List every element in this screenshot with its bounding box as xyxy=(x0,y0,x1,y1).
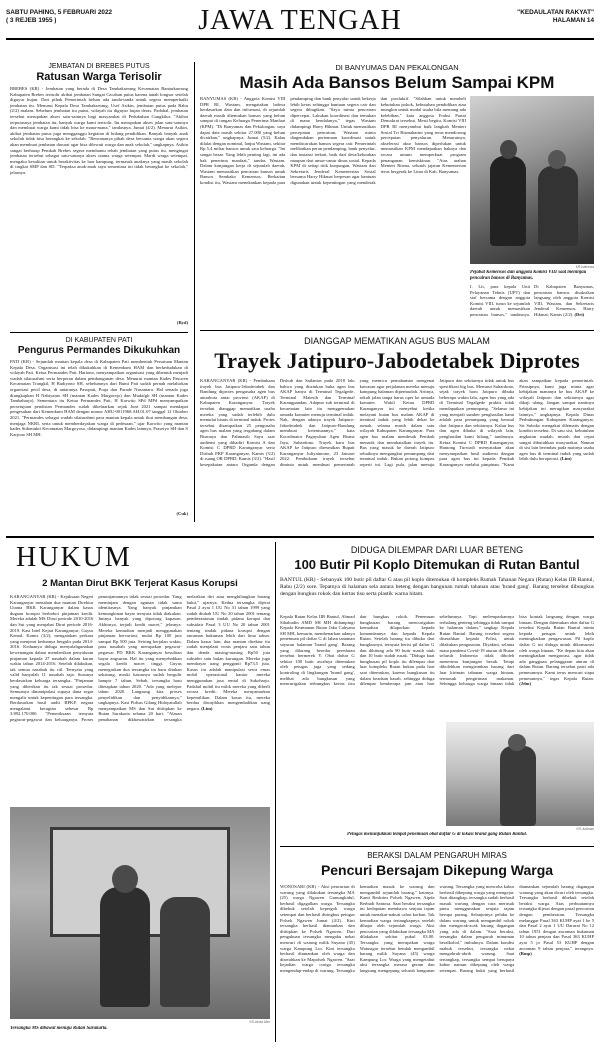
koplo-photo xyxy=(446,722,594,826)
story-koplo-body: Kepala Rutan Kelas IIB Bantul, Ahmad Sihabudin AMD SH MH didampingi Kepala Keamanan Rutan Jaka Cahyana SH MH, kemarin, membenarkan adanya penemuan pil daftar G di lahan tanaman sayuran halaman 'brand gang'. Barang yang dilarang beredar peredaran tersebut bermerek Y. Obat daftar G sekitar 100 butir awalnya ditemukan oleh petugas jaga yang sedang kontroling di lingkungan 'brand gang', melihat ada bungkusan yang mencurigakan terbungkus kertas tisu dan bungkus rokok. Penemuan bungkusan barang mencurigakan kemudian dilaporkan kepada komandannya dan kepada Kepala Rutan. Setelah barang itu dibuka dari bungkusnya, ternyata berisi pil daftar G dan dihitung ada 90 butir masih utuh dan 10 butir sudah rusak. "Diduga kuat bungkusan pil koplo itu dilempar dari luar kompleks Rutan bukan pada hari saat ditemukan, karena bungkusan itu dalam keadaan basah, sehingga diduga dilempar kemberapa jam atau hari sebelumnya. Tapi melemparkannya terhalang genteng sehingga tidak sampai ke halaman dalam," ungkap Kepala Rutan Bantul. Barang tersebut segera diserahkan kepada Polisi, untuk dilakukan pengusutan. Diyakini, selama masa pandemi Covid-19 aturan di Rutan seluruh Indonesia tidak diboleh menerima kunjungan besuk. Tetapi dibolehkan mengirimkan barang dari luar kiriman tahanan warga binaan, termasuk pengiriman makanan. Sehingga keluarga warga binaan tidak bisa kontak langsung dengan warga binaan. Dengan ditemukan obat daftar G tersebut Kepala Rutan Bantul minta kepada petugas untuk lebih meningkatkan pengawasan. Pil koplo daftar G ini diduga untuk dikonsumsi oleh warga binaan. "Ke depan kita akan meningkatkan mengawasi, agar tidak ada gangguan pelanggaran aturan di dalam Rutan. Barang tersebut pasti ada pemesannya. Kami terus mencari siapa pemesannya," tegas Kepala Rutan. (Jdm) xyxy=(280,614,594,687)
story-kpm-headline: Masih Ada Bansos Belum Sampai KPM xyxy=(239,73,555,92)
story-trayek-body: KARANGANYAR (KR) - Pembukaan trayek bus Jatipuro-Jabodetabek dan Bandung diprotes pengusaha agen bus antarkota antar provinsi (AKAP) di Kabupaten Karanganyar. Trayek tersebut dianggap mematikan usaha mereka yang sudah terlebih dulu memulai bisnis di terminal induk. Protes tersebut disampaikan 25 pengusaha agen bus malam yang tergabung dalam Bismaya dan Pahmasib Saya saat audiensi yang dihadiri Komisi A dan Komisi C DPRD Karanganyar serta Dishub PKP Karanganyar, Kamis (3/2) di ruang OR DPRD, Kamis (3/2). "Hasil kesepakatan antara Organda dengan Dishub dan Satlantas pada 2018 lalu bahwa yang diizinkan buka agen bus AKAP hanya di Terminal Tegalgede, Terminal Matesih dan Terminal Karangpandan. Adapun sub terminal di kecamatan lain itu menggemukan armada komuter menuju terminal induk. Nah, dengan adanya trayek Jatipuro-Jabodetabek dan Jatipuro-Bandung membuat ketentuannya," kata Koordinator Paguyuban Agen Bisma Jaya, Suhardono. Trayek baru bus AKAP ke Jatipuro diresmikan Bupati Karanganyar Juliyatmono, 23 Januari 2022. Pembukaan trayek tersebut diminta untuk membuat pemerintah yang memicu pemahaman mengenai kawasan agar perjalanan mereka menuju kampung halaman dipermudah. Artinya, sekali jalan tanpa harus oper ke armada komuter. Wakil Ketua DPRD Karanganyar ini menyebut ketika melayani kutan bus malam AKAP di terminal induk yang lebih dekat ke rumah, selama masih dalam satu wilayah Kabupaten Karanganyar. Para agen bus malam mendesak Pemkab menarik dan membatalkan trayek itu. Bus yang masuk ke daerah Jatipuro sebaiknya mengangkut penumpang dari terminal induk. Bukan potong kompas seperti ini. Lagi pula, jalan menuju Jatipuro dan sekitarnya tidak untuk bus spesifikasi big bus. Menurut Suhardono, sejak trayek baru Jatipuro dibuka beberapa waktu lalu, agen bus yang ada di Terminal Tegalgede praktis tidak mendapatkan penumpang. "Selama ini yang menjadi sumber penghasilan kami adalah para penumpang yang berasal dari Jatipuro dan sekitarnya. Kalau bus dan agen dibuka di wilayah lain, penghasilan kami hilang," tandasnya. Ketua Komisi C DPRD Karanganyar, Hantong Turwadi menyatakan akan menyampaikan hasil audiensi dengan para agen bus ini kepada Pemkab Karanganyar melalui pimpinan. "Kami akan sampaikan kepada pemerintah. Prinsipnya, kami juga minta agar kebijakan mananya ke bus AKAP ke wilayah Jatipuro dan sekitarnya agar dikaji ulang. Jangan sampai nantinya kebijakan ini merugikan masyarakat lainnya," ungkapnya. Kepala Dinas Perhubungan Kabupaten Karanganyar, Sri Suboko mengakui dilematis dengan kondisi tersebut. Di satu sisi, kebutuhan angkutan mudah, murah dan cepat sangat dibutuhkan masyarakat. Namun di sisi lain berimbas pada matinya usaha agen bus di terminal induk yang sudah lebih dulu beroperasi. (Lim) xyxy=(200,378,594,467)
photo-credit: KR-Abdul Alim xyxy=(249,1020,270,1024)
story-trayek-headline: Trayek Jatipuro-Jabodetabek Diprotes xyxy=(214,348,580,373)
story-bkk-headline: 2 Mantan Dirut BKK Terjerat Kasus Korupsi xyxy=(42,578,238,589)
column-rule xyxy=(194,62,195,522)
story-kicker: JEMBATAN DI BREBES PUTUS xyxy=(48,63,150,70)
kpm-photo xyxy=(470,96,594,264)
story-kpm-kicker-band xyxy=(200,62,594,73)
photo-caption: Petugas menunjukkan tempat penemuan obat daftar G di lokasi brand gang Rutan Bantul. xyxy=(346,832,528,837)
story-body: BREBES (KR) - Jembatan yang berada di Desa Tambakserang Kecamatan Bantarkawung Kabupaten Brebes terisolir akibat jembatan Sungai Cacaban putus karena tanah longsor setelah diguyur hujan. Dari pihak Pemerintah belum ada tanda-tanda untuk segera memperbaiki jembatan itu. Menurut Kepala Desa Tambakserang, Usef Asikin, jembatan putus pada Rabu (2/2) malam. Sebelum jembatan itu putus, wilayah itu diguyur hujan deras. Padahal, jembatan tersebut merupakan akses satu-satunya bagi masyarakat di Pedukuhan Cungkilur. "Akibat terputusnya jembatan itu, banyak warga kami terisolir. Itu merupakan akses jalan satu-satunya dan membuat warga kami tidak bisa ke mana-mana," tandasnya, Jumat (4/2). Menurut Asikin, akibat jembatan putus juga mengganggu kegiatan di bidang pendidikan. Banyak banyak anak sekolah tidak bisa berangkat ke sekolah. "Rencananya pihak desa bersama warga akan segera akan membuat jembatan darurat agar bisa dilewati warga dan anak sekolah," ungkapnya. Asikin sangat berharap Pemkab Brebes segera membantu rehab jembatan yang putus itu, mengingat jembatan tersebut sebagai satu-satunya akses utama warga setempat. Mardi warga setempat, mengaku kesulitan untuk beraktivitas ke luar kampung, termasuk anaknya yang masih sekolah di tingkat SMP dan SD. "Terpaksa anak-anak saya sementara ini tidak berangkat ke sekolah," jelasnya. xyxy=(10,86,188,175)
story-pencuri-body: WONOSARI (KR) - Aksi pencurian di warung yang dilakukan tersangka MA (25) warga Ngawen Gunungkidul, berhasil digagalkan warga. Tersangka dibekuk setelah kepergok warga setempat dan berhasil diringkus petugas Polsek Ngawen Jumat (4/2). Kini tersangka berhasil diamankan dan dititipkan ke Polsek Ngawen. Dari pengakuan tersangka mengaku nekat mencuri di warung milik Suyana (45) warga Kampung Lor. Kini tersangka berhasil diamankan oleh warga dan diserahkan ke Mapolsek Ngawen. "Saat kejadian warga curiga tersangka mengendap-endap di warung. Tersangka kemudian masuk ke warung dan mengambil sejumlah barang," katanya. Kanit Reskrim Polsek Ngawen, Aipda Berbudi Santosa. Saat beraksi tersangka ini kedapatan membawa senjata tajam untuk menakut-nakuti calon korban. Tak kemudian warga tertangkapnya setelah dihajar oleh sejumlah warga. Aksi pencurian yang dilakukan tersangka MA dilakukan sekitar pukul 03.00. Tersangka yang merupakan warga Watusigar tersebut hendak mengambil barang milik Suyana (45) warga Kampung Lor. Warga yang mengetahui aksi tersangka merasa geram dan langsung mengepung seluruh bangunan warung. Tersangka yang mencoba kabur berhasil dikepung warga yang mengejar. Saat ditangkap, tersangka sudah berhasil masuk warung dengan cara merusak pintu menggunakan senjata tajam berupa parang. Selanjutnya pelaku ke dalam warung untuk mengambil rokok dan mengacak-acak barang dagangan yang ada di dalam. "Saat beraksi, tersangka dalam pengaruh minuman beralkohol," imbuhnya. Dalam kondisi mabuk tersebut, tersangka nekat mengobrak-abrik warung. Saat tertangkap, tersangka sempat berupaya kabur namun dikepung oleh warga setempat. Barang bukti yang berhasil diamankan sejumlah barang dagangan warung yang akan dicuri oleh tersangka. Tersangka berhasil dibekuk setelah beraksi warga. Atas perbuatannya tersangka dijerat dengan pasal pencurian dengan pemberatan. Tersangka melanggar Pasal 363 KUHP ayat 1 ke 5 dan Pasal 2 ayat 1 UU Darurat No 12 tahun 1951 dengan ancaman hukuman 10 tahun penjara dan Pasal 363 KUHP ayat 5 jo Pasal 53 KUHP dengan ancaman 9 tahun penjara," terangnya. (Bmp) xyxy=(280,884,594,973)
page-number: HALAMAN 14 xyxy=(552,17,594,24)
masthead xyxy=(6,6,594,40)
story-brebes xyxy=(10,62,188,327)
column-rule xyxy=(275,542,276,1042)
story-kpm-body: BANYUMAS (KR) - Anggota Komisi VIII DPR RI, Wastam, mengatakan bahwa berdasarkan data dan informasi, di sejumlah daerah masih ditemukan bansos yang belum sampai di tangan Keluarga Penerima Manfaat (KPM). "Di Banyumas dan Pekalongan, saya dapat data masih sekitar 27.000 yang belum dicairkan," ungkapnya, Jumat (5/2). Kalau dilalai dengan nominal, lanjut Wastam, sekitar Rp 5,4 miliar bansos untuk satu keluarga. "Ini sangat besar. Yang lebih penting lagi, ini ada hak penerima manfaat," tandas Wastam. Dalam kunjungan kerja di sejumlah daerah, Wastam memastikan pencairan bansos untuk Bansos Sembako Kemensos. Berkaitan kondisi itu, Wastam menekankan kepada para pendamping dan bank penyalur untuk bekerja lebih keras sehingga bantuan segera cair dan segera dibagikan. "Saya minta pencairan dipercepat. Lakukan koordinasi dan temukan di mana kendalanya," tegas Wastam didampingi Harry Hikmat. Untuk memastikan percepatan pencairan, Wastam minta diagendakan pertemuan koordinasi untuk membicarakan bansos segera cair. Pemerintah melibatkan peran pendamping, bank penyalur, dan instansi terkait, baik dari desa/kelurahan maupun dari unsur-unsur dinas sosial. Kepada KPM di setiap titik kunjungan, Wastam dan Sekretaris Jenderal Kementerian Sosial bersama Harry Hikmat berpesan agar bantuan digunakan untuk kepentingan yang mendesak dan produktif. "Silahkan untuk membeli kebutuhan pokok, kebutuhan pendidikan atau mungkin untuk modal usaha bila memang ada kelebihan," kata anggota Fraksi Partai Demokrat tersebut. Mesti begitu, Komisi VIII DPR RI menyambut baik langkah Menteri Sosial Tri Rismaharini yang terus mendorong percepatan penyaluran. Menurutnya, akselerasi akur bansos diperlukan untuk memastikan KPM mendapatkan haknya dan secara umum memperkuat program penanganan kemiskinan. "Atas arahan Menteri Risma, seluruh jajaran Kementerian terus bergerak ke Lima di Kab. Banyumas. xyxy=(200,96,466,185)
story-trayek-kicker: DIANGGAP MEMATIKAN AGUS BUS MALAM xyxy=(304,336,490,346)
bkk-photo xyxy=(10,807,270,1019)
photo-credit: KR-Istimewa xyxy=(575,265,594,269)
story-byline: (Ryd) xyxy=(176,320,188,325)
story-headline: Ratusan Warga Terisolir xyxy=(36,71,162,83)
divider xyxy=(200,330,594,331)
date-line: SABTU PAHING, 5 FEBRUARI 2022 ( 3 REJEB 1955 ) xyxy=(6,9,113,24)
divider xyxy=(280,846,594,847)
story-koplo-kicker: DIDUGA DILEMPAR DARI LUAR BETENG xyxy=(350,545,524,555)
photo-caption: Pejabat Kemensos dan anggota Komisi VIII saat meninjau pencairan bansos di Banyumas. xyxy=(470,270,587,281)
story-kicker: DI KABUPATEN PATI xyxy=(65,337,133,344)
story-bkk-body: KARANGANYAR (KR) - Kejaksaan Negeri Karanganyar menahan dua mantan Direktur Utama BKK Karanganyar dalam kasus dugaan korupsi berbobot pinjaman kredit. Mereka adalah MS Dirut periode 2010-2016 dan Sut yang menjabat Dirut periode 2016-2019. Kasi Intel Kejari Karanganyar, Guyus Kemal, Kamis (3/2), mengatakan perkara yang menjerat keduanya bergulir pada 2014-2016. Keduanya diduga menyalahgunakan kewenangan dalam memberikan penyaluran pinjaman kepada 27 nasabah dalam kurun waktu tahun 2014-2016. Setelah dilakukan, tak semua nasabah itu riil. Ternyata yang valid hanyalah 11 nasabah saja. Susunya berdasarkan keluarga tersangka. "Pinjaman yang diberikan itu tak sesuai prosedur. Semuanya dimanipulasi supaya dana segar mengalir untuk kepentingan para tersangka. Berdasarkan hasil audit BPKP, negara mengalami kerugian sebesar Rp 3.892.170.000. "Pemeriksaan ternyata pegawai-pegawai dan keluarganya. Proses peminjamannya tidak sesuai prosedur. Yang meminjam dengan agunan tidak sama identitasnya. Yang banyak pinjamkan kemungkinan bayar ternyata tidak diakukan. Intinya banyak yang dipotong kupasan. Akhirnya, terjadi kredit macet," jelasnya. Mereka kemudian menjadi menggunakan pinjaman bervariasi, mulai Rp 100 juta sampai Rp 500 juta. Seiring berjalan waktu, para nasabah yang merupakan pegawai-pegawai PD BKK Karanganyar kesulitan bayar angsuran. Hal itu yang menyebabkan segala kredit macet tinggi. Guyus menegaskan dua tersangka itu baru ditahan sekarang, meski kasusnya sudah bergulir hampir 7 tahun. Sebab, tersangka baru ditetapkan tahun 2020. "Ada yang melepor tahun 2020. Langsung kita proses penyelidikan dan penyidikannya," ungkapnya. Kasi Pidsus Gilang Hidayatullah menyampaikan MS dan Sut dititipkan ke Rutan Surakarta selama 20 hari. "Alasan penahanan dikhawatirkan tersangka melarikan diri atau menghilangkan barang bukti," ujarnya. Kedua tersangka dijerat Pasal 2 ayat 1 UU No 31 tahun 1999 yang sudah diubah UU No 20 tahun 2001 tentang pemberantasan tindak pidana korupsi dan subsidair Pasal 3 UU No 20 tahun 2001 tentang tindak pidana korupsi dengan ancaman hukuman lebih dari lima tahun. Dalam kasus lain, dua mantan direktur itu sudah menjalani vonis penjara satu tahun dan denda masing-masing Rp50 juta subsider satu bulan kurungan. Mereka juga membayar uang pengganti Rp73,5 juta. Kasus itu adalah manipulasi sewa emas mobil operasional kantor mereka menggunakan jasa rental di Sukoharjo. Padahal mobil itu milik mereka yang diberli secara kredit. Mereka menyamarkan kepemilikan. Dalam kasus itu, mereka berdua diwajibkan mengembalikan uang negara. (Lim) xyxy=(10,594,270,723)
story-kpm-continued: I, Lit, para kepala Unit Pelayanan Teknis (UPT) dan staf bersama dengan anggota Komisi VIII, turun ke sejumlah daerah untuk memastikan pencairan bansos," tandasnya. Di Kabupaten Banyumas, pencairan bansos disaksikan langsung oleh anggota Komisi VIII, Wastam, dan Sekretaris Jenderal Kemensos, Harry Hikmat, Kamis (2/2). (Dri) xyxy=(470,284,594,317)
section-rule xyxy=(6,536,594,538)
page-title: JAWA TENGAH xyxy=(198,6,402,36)
story-pencuri-kicker: BERAKSI DALAM PENGARUH MIRAS xyxy=(367,851,507,860)
story-headline: Pengurus Permandes Dikukuhkan xyxy=(17,345,181,356)
section-title: HUKUM xyxy=(16,542,132,573)
masthead-rule xyxy=(6,38,594,40)
story-pati xyxy=(10,336,188,520)
divider xyxy=(10,332,188,333)
photo-credit: KR-Judiman xyxy=(576,827,594,831)
photo-caption: Tersangka MS dibawal menuju Rutan Surakarta. xyxy=(10,1026,108,1031)
tagline: "KEDAULATAN RAKYAT" HALAMAN 14 xyxy=(436,9,594,25)
story-kicker: DI BANYUMAS DAN PEKALONGAN xyxy=(335,63,459,72)
story-byline: (Cuk) xyxy=(176,511,188,516)
story-koplo-lead: BANTUL (KR) - Sebanyak 100 butir pil daftar G atau pil koplo ditemukan di kompleks Rumah Tahanan Negara (Rutan) Kelas IIB Bantul, Rabu (2/2) sore. Tepatnya di halaman sela antara beteng dengan bangunan rumah tahanan atau 'brand gang'. Barang tersebut dibungkus dengan bungkus rokok dan kertas tisu serta plastik warna hitam. xyxy=(280,577,594,597)
story-koplo-headline: 100 Butir Pil Koplo Ditemukan di Rutan Bantul xyxy=(294,557,580,572)
story-pencuri-headline: Pencuri Bersajam Dikepung Warga xyxy=(320,862,554,878)
story-body: PATI (KR) - Sejumlah mantan kepala desa di Kabupaten Pati membentuk Persatuan Mantan Kepala Desa. Organisasi ini telah dikukuhkan di Kemenkum HAM dan berkedudukan di wilayah Pati. Ketua Permandes Pati, Hartono, menyampaikan organisasi yang dibentuk menjadi wadah silaturahmi serta berperan dalam pembangunan desa. Menurut mantan Kades Pasucen Kecamatan Trangkil, H Budiyono SH, sebelumnya dari Bumi Pati sudah pernah melahirkan organisasi pecil desa, di antaranya Pasopati, Praja dan Parade Nusantara. Hal senada juga diungkapkan H Nabiyanto SH (mantan Kades Margorejo) dan Mudafgh SH (mantan Kades Tambaharjo). Sementara itu Ketua Permandes Pati, H Karwito SPd MPd menyampaikan persetujuan pendirian Permandes sudah dikeluarkan sejak Juni 2021 sampai mendapat pengesahan dari Kemenkum HAM dengan nomor AHU-0011968.AH.01.07 tanggal 12 Oktober 2021. "Permandes sebagai wadah silaturahmi para mantan kepala untuk ikut membangun desa, menjaga NKRI, serta untuk memberdayakan warga di pedesaan," ujar Karwito yang mantan kades Sidomukti Kecamatan Margoyoso, didampingi mantan Kades lainnya, Prasetyo SH dan S Karjono SH MH. xyxy=(10,359,188,437)
